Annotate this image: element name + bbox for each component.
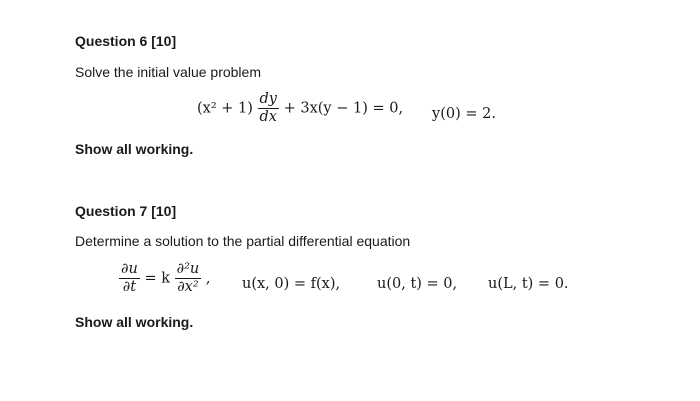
question-6-prompt: Solve the initial value problem <box>75 64 261 80</box>
pde-comma: , <box>205 270 211 287</box>
question-6-working-note: Show all working. <box>75 141 194 157</box>
fraction-denominator: ∂x² <box>177 279 199 296</box>
question-6-equation <box>197 92 403 125</box>
question-7-working-note: Show all working. <box>75 314 194 330</box>
question-6-heading: Question 6 [10] <box>75 33 177 49</box>
fraction-denominator: dx <box>259 109 277 126</box>
question-7-heading: Question 7 [10] <box>75 203 177 219</box>
equation-term-right: + 3x(y − 1) = 0, <box>283 100 404 117</box>
initial-condition: y(0) = 2. <box>432 106 496 122</box>
boundary-condition-u-l-t: u(L, t) = 0. <box>488 276 569 292</box>
boundary-condition-u-0-t: u(0, t) = 0, <box>377 276 458 292</box>
derivative-fraction <box>258 92 279 125</box>
question-7-pde <box>119 262 210 295</box>
fraction-denominator: ∂t <box>122 279 137 296</box>
fraction-numerator: ∂²u <box>176 261 200 277</box>
time-derivative-fraction <box>119 262 140 295</box>
fraction-numerator: dy <box>259 91 277 107</box>
question-7-prompt: Determine a solution to the partial differential equation <box>75 233 411 249</box>
equation-term-left: (x² + 1) <box>197 100 253 117</box>
pde-equals-k: = k <box>144 270 170 287</box>
second-derivative-fraction <box>175 262 202 295</box>
initial-condition-u-x-0: u(x, 0) = f(x), <box>242 276 341 292</box>
fraction-numerator: ∂u <box>121 261 138 277</box>
